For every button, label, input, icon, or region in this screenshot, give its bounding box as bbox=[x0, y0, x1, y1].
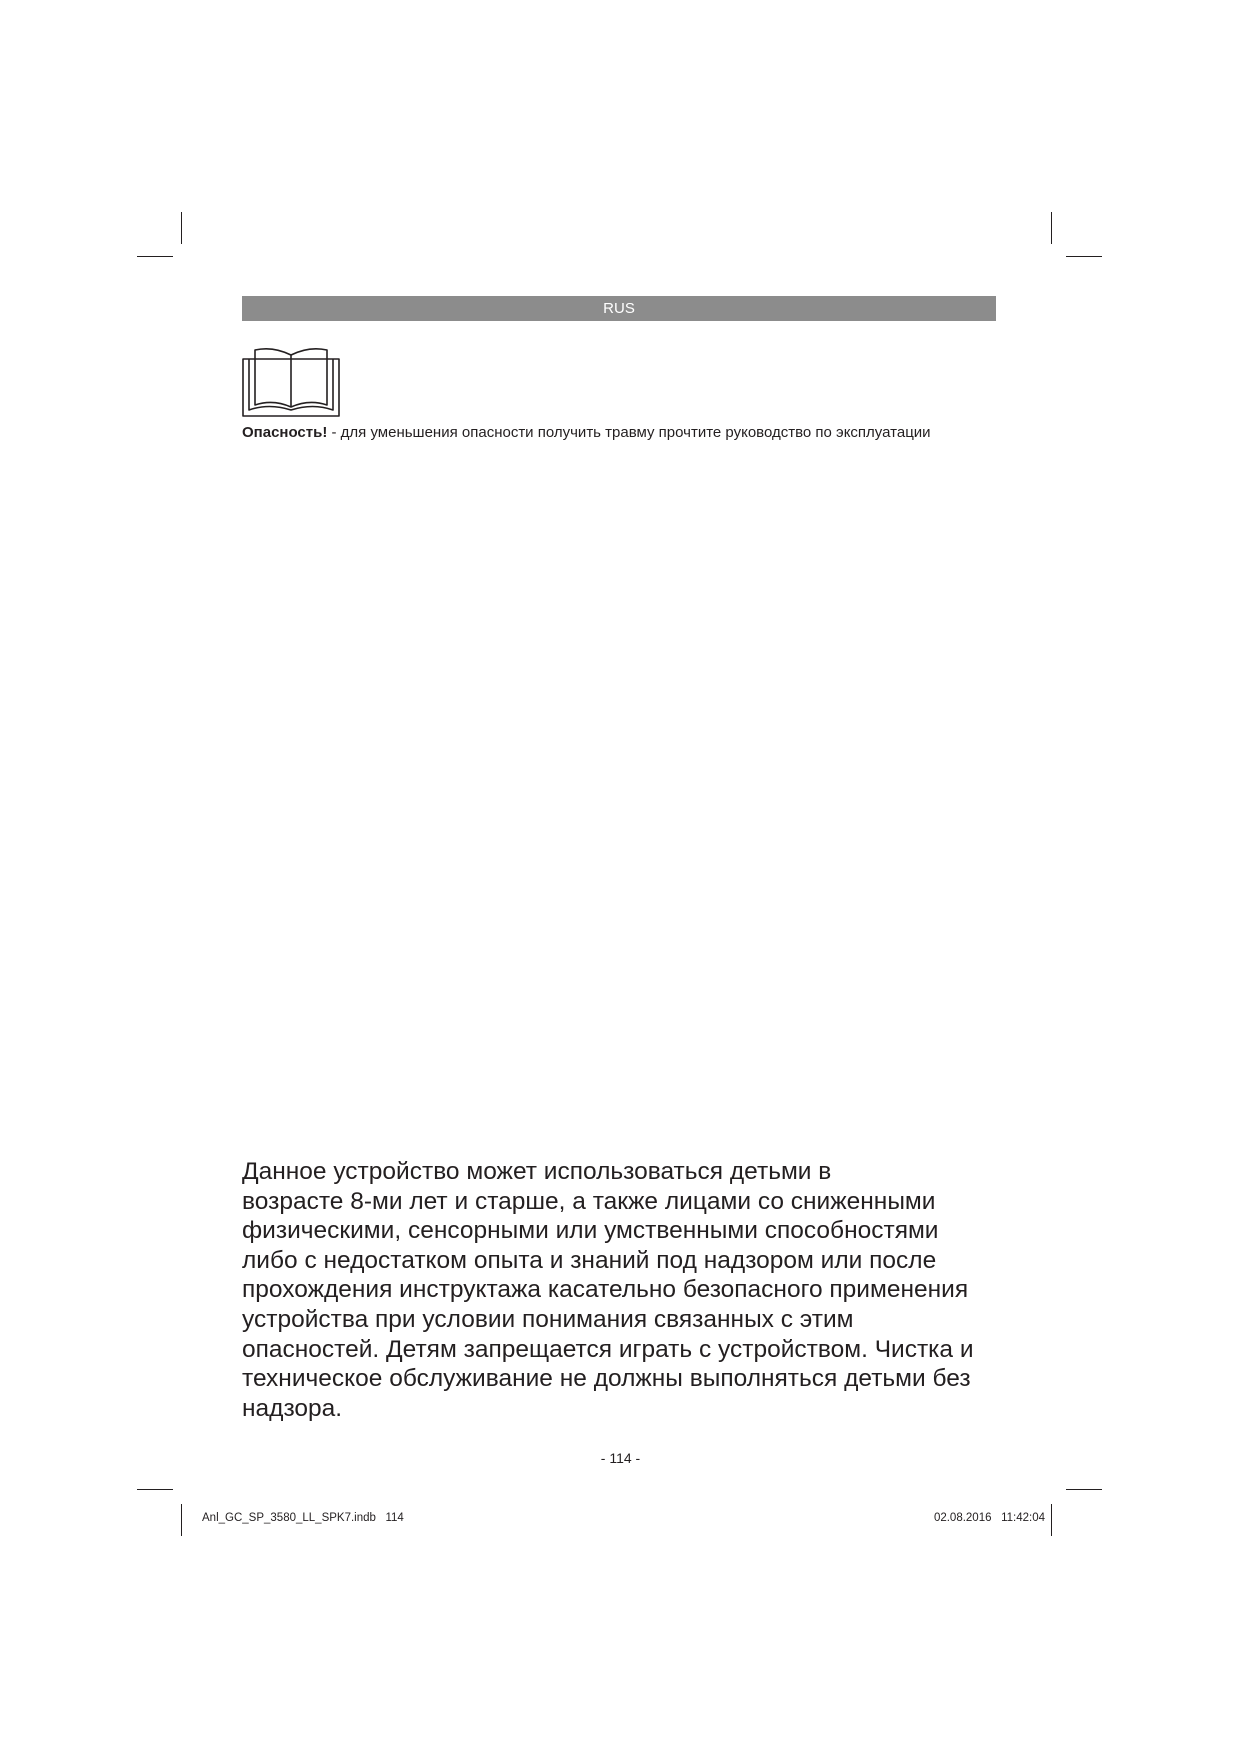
warning-description: - для уменьшения опасности получить травму прочтите руководство по эксплуатации bbox=[327, 424, 931, 441]
crop-mark-bottom-left-vertical bbox=[181, 1504, 182, 1536]
safety-paragraph bbox=[242, 1157, 1002, 1423]
paragraph-line: либо с недостатком опыта и знаний под надзором или после bbox=[242, 1246, 937, 1274]
print-timestamp: 02.08.2016 11:42:04 bbox=[933, 1512, 1045, 1524]
crop-mark-top-left-vertical bbox=[181, 212, 182, 244]
paragraph-line: возрасте 8-ми лет и старше, а также лицами со сниженными bbox=[242, 1187, 936, 1215]
paragraph-line: прохождения инструктажа касательно безопасного применения bbox=[242, 1276, 969, 1304]
paragraph-line: надзора. bbox=[242, 1394, 343, 1422]
warning-text bbox=[242, 423, 942, 443]
crop-mark-bottom-right-horizontal bbox=[1066, 1489, 1102, 1490]
paragraph-line: техническое обслуживание не должны выполняться детьми без bbox=[242, 1365, 971, 1393]
language-header-bar bbox=[242, 296, 996, 321]
paragraph-line: Данное устройство может использоваться детьми в bbox=[242, 1158, 832, 1185]
paragraph-line: физическими, сенсорными или умственными способностями bbox=[242, 1217, 939, 1245]
page-number: - 114 - bbox=[600, 1450, 641, 1466]
language-label: RUS bbox=[603, 300, 635, 317]
paragraph-line: опасностей. Детям запрещается играть с устройством. Чистка и bbox=[242, 1335, 974, 1363]
crop-mark-top-left-horizontal bbox=[137, 256, 173, 257]
crop-mark-top-right-horizontal bbox=[1066, 256, 1102, 257]
crop-mark-bottom-left-horizontal bbox=[137, 1489, 173, 1490]
warning-title: Опасность! bbox=[242, 424, 328, 441]
crop-mark-bottom-right-vertical bbox=[1051, 1504, 1052, 1536]
crop-mark-top-right-vertical bbox=[1051, 212, 1052, 244]
file-info: Anl_GC_SP_3580_LL_SPK7.indb 114 bbox=[202, 1512, 404, 1524]
paragraph-line: устройства при условии понимания связанных с этим bbox=[242, 1305, 854, 1333]
open-book-icon bbox=[242, 347, 340, 417]
